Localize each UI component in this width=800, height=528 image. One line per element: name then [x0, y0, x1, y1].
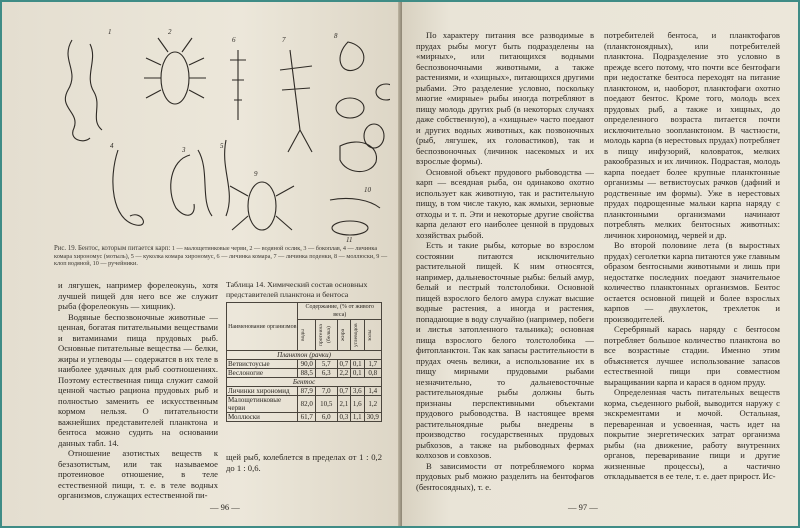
- figure-caption: [54, 245, 388, 268]
- table-cell: Веслоногие: [227, 369, 298, 378]
- table-cell: 82,0: [298, 396, 315, 413]
- paragraph: Во второй половине лета (в выростных прудах) сеголетки карпа питаются уже главным образом бентосными животными и лишь при недостатке последних поедают значительное количество планктонных организмов. Бентос остается основной пищей и более взрослых карпов — двухлеток, трехлеток и производителей.: [604, 240, 780, 324]
- table-14: [226, 280, 382, 422]
- table-cell: 87,9: [298, 387, 315, 396]
- figure-number-3: 3: [182, 146, 186, 154]
- table-cell: Моллюски: [227, 413, 298, 422]
- paragraph: Есть и такие рыбы, которые во взрослом состоянии питаются исключительно растительной пищей. К ним относятся, например, дальневосточные рыбы: белый амур, белый и пестрый толстолобики. Основной пищей взрослого белого амура служат высшие водные растения, а иногда и растения, попадающие в воду случайно (например, побеги и листья затопленного тальника); основная пища взрослого белого толстолобика — фитопланктон. Так как запасы растительности в прудах очень велики, а использование их в пищу мирными прудовыми рыбами незначительно, то дальневосточные растительноядные рыбы должны быть признаны перспективными объектами прудового рыбоводства. В настоящее время растительноядные рыбы внедрены в производство государственных прудовых рыбхозов, а также на рыбоводных фермах колхозов и совхозов.: [416, 240, 594, 460]
- worm-drawing: [65, 40, 90, 141]
- table-cell: Ветвистоусые: [227, 360, 298, 369]
- right-page: [402, 2, 798, 526]
- column-header: протеина (белка): [317, 324, 332, 347]
- table-cell: 5,7: [315, 360, 337, 369]
- table-section-label: Бентос: [227, 378, 382, 387]
- right-text-column-1: [416, 30, 594, 492]
- paragraph: Серебряный карась наряду с бентосом потребляет большое количество планктона во все возрастные стадии. Именно этим объясняется лучшее использование запасов естественной пищи при совместном выращивании карпа и карася в одном пруду.: [604, 324, 780, 387]
- table-row: [227, 387, 382, 396]
- table-cell: 2,2: [337, 369, 350, 378]
- figure-number-11: 11: [346, 236, 353, 244]
- table-cell: 0,7: [337, 360, 350, 369]
- table-section-label: Планктон (рачки): [227, 351, 382, 360]
- table-cell: 0,3: [337, 413, 350, 422]
- table-cell: 0,7: [337, 387, 350, 396]
- table-cell: 3,6: [351, 387, 364, 396]
- table-cell: 88,5: [298, 369, 315, 378]
- figure-number-10: 10: [364, 186, 371, 194]
- table-cell: 1,4: [364, 387, 382, 396]
- figure-number-9: 9: [254, 170, 258, 178]
- table-row: [227, 396, 382, 413]
- table-cell: 61,7: [298, 413, 315, 422]
- figure-benthos: [50, 20, 390, 248]
- benthos-illustration: [50, 20, 390, 248]
- page-number-right: — 97 —: [568, 502, 598, 512]
- left-page: [2, 2, 400, 526]
- paragraph: В зависимости от потребляемого корма прудовых рыб можно разделить на бентофагов (бентосоядных), т. е.: [416, 460, 594, 492]
- table-header-name: Наименование организмов: [227, 303, 298, 351]
- figure-caption-text: 1 — малощетинковые черви, 2 — водяной ослик, 3 — бокоплав, 4 — личинка комара хирономус (мотыль), 5 — куколка комара хирономус, 6 — личинка комара, 7 — личинка поденки, 8 — моллюски, 9 — клоп водяной, 10 — ручейники.: [54, 245, 388, 268]
- water-bug-drawing: [248, 182, 276, 230]
- mosquito-larva-drawing: [230, 50, 246, 120]
- table-cell: 0,8: [364, 369, 382, 378]
- column-header: золы: [366, 329, 373, 341]
- left-text-column: [58, 280, 218, 501]
- table-cell: 6,0: [315, 413, 337, 422]
- table-row: [227, 360, 382, 369]
- table-cell: 30,9: [364, 413, 382, 422]
- table-row: [227, 413, 382, 422]
- figure-number-2: 2: [168, 28, 172, 36]
- column-header: жира: [339, 329, 346, 342]
- column-header: воды: [300, 329, 307, 342]
- paragraph: По характеру питания все разводимые в прудах рыбы могут быть подразделены на «мирных», или питающихся водными беспозвоночными животными, а также растениями, и «хищных», питающихся другими рыбами. Это разделение условно, поскольку многие «мирные» рыбы иногда потребляют в пищу молодь других рыб (в некоторых случаях даже собственную), а «хищные» часто поедают и других водных животных, как позвоночных (рыб, лягушек, их головастиков), так и беспозвоночных (личинок насекомых и их взрослые формы).: [416, 30, 594, 166]
- paragraph: Основной объект прудового рыбоводства — карп — всеядная рыба, он одинаково охотно использует как животную, так и растительную пищу, в том числе такую, как жмыхи, зерновые отходы и т. п. Эти и некоторые другие свойства карпа делают его наиболее ценной в прудовых хозяйствах рыбой.: [416, 166, 594, 240]
- paragraph: Определенная часть питательных веществ корма, съеденного рыбой, выводится наружу с экскрементами и мочой. Остальная, переваренная и усвоенная, часть идет на покрытие энергетических затрат организма рыбы (на движение, работу внутренних органов, переваривание пищи и другие жизненные процессы), а частично откладывается в ее теле, т. е. дает прирост. Ис-: [604, 387, 780, 481]
- table-cell: 1,6: [351, 396, 364, 413]
- amphipod-drawing: [171, 155, 195, 215]
- caddisfly-drawing: [330, 198, 380, 208]
- figure-number-6: 6: [232, 36, 236, 44]
- table-cell: 0,1: [351, 360, 364, 369]
- book-spread: [2, 2, 798, 526]
- composition-table: [226, 302, 382, 422]
- table-cell: 1,7: [364, 360, 382, 369]
- table-cell: 10,5: [315, 396, 337, 413]
- table-title: Таблица 14. Химический состав основных представителей планктона и бентоса: [226, 280, 368, 299]
- table-cell: 6,3: [315, 369, 337, 378]
- table-cell: 1,2: [364, 396, 382, 413]
- figure-caption-title: Рис. 19. Бентос, которым питается карп:: [54, 245, 171, 252]
- page-number-left: — 96 —: [210, 502, 240, 512]
- table-cell: 1,1: [351, 413, 364, 422]
- table-continuation-text: щей рыб, колеблется в пределах от 1 : 0,2 до 1 : 0,6.: [226, 452, 382, 473]
- table-cell: 0,1: [351, 369, 364, 378]
- chironomid-larva-drawing: [113, 150, 144, 225]
- figure-number-4: 4: [110, 142, 114, 150]
- figure-number-7: 7: [282, 36, 286, 44]
- table-cell: Малощетинковые черви: [227, 396, 298, 413]
- mayfly-larva-drawing: [280, 50, 312, 152]
- paragraph: Водяные беспозвоночные животные — ценная, богатая питательными веществами и витаминами пища прудовых рыб. Основные питательные вещества — белки, жиры и углеводы — содержатся в их теле в наиболее удачных для рыб соотношениях. Поэтому естественная пища служит самой ценной частью рациона прудовых рыб и полностью заменить ее искусственным кормом нельзя. О питательности важнейших представителей планктона и бентоса можно судить на основании данных табл. 14.: [58, 311, 218, 448]
- right-text-column-2: [604, 30, 780, 482]
- paragraph: Отношение азотистых веществ к безазотистым, или так называемое протеиновое отношение, в теле естественной пищи, т. е. в теле водных организмов, служащих естественной пи-: [58, 448, 218, 500]
- figure-number-1: 1: [108, 28, 112, 36]
- column-header: углеводов: [353, 323, 360, 347]
- paragraph: и лягушек, например форелеокунь, хотя лучшей пищей для него все же служит рыба (форелеокунь — хищник).: [58, 280, 218, 311]
- table-cell: 90,0: [298, 360, 315, 369]
- table-cell: 7,0: [315, 387, 337, 396]
- table-row: [227, 369, 382, 378]
- table-cell: Личинки хирономид: [227, 387, 298, 396]
- figure-number-8: 8: [334, 32, 338, 40]
- table-header-group: Содержание, (% от живого веса): [298, 303, 382, 320]
- paragraph: потребителей бентоса, и планктофагов (планктоноядных), или потребителей планктона. Подразделение это условно в прежде всего потому, что почти все бентофаги при недостатке бентоса переходят на питание планктоном, и, наоборот, планктофаги охотно поедают бентос. Кроме того, молодь всех прудовых рыб, а также и хищных, до определенного возраста питается почти исключительно зоопланктоном. В частности, молодь карпа (в нерестовых прудах) потребляет в пищу инфузорий, коловраток, мелких ракообразных и их личинок. Подрастая, молодь карпа поедает более крупные планктонные организмы — ветвистоусых рачков (дафний и родственные им формы). Уже в нерестовых прудах подрощенные мальки карпа наряду с планктонными организмами начинают потреблять мелких бентосных животных: личинок хирономид, червей и др.: [604, 30, 780, 240]
- mollusc-drawing: [340, 42, 364, 71]
- figure-number-5: 5: [220, 142, 224, 150]
- isopod-drawing: [161, 52, 189, 104]
- table-cell: 2,1: [337, 396, 350, 413]
